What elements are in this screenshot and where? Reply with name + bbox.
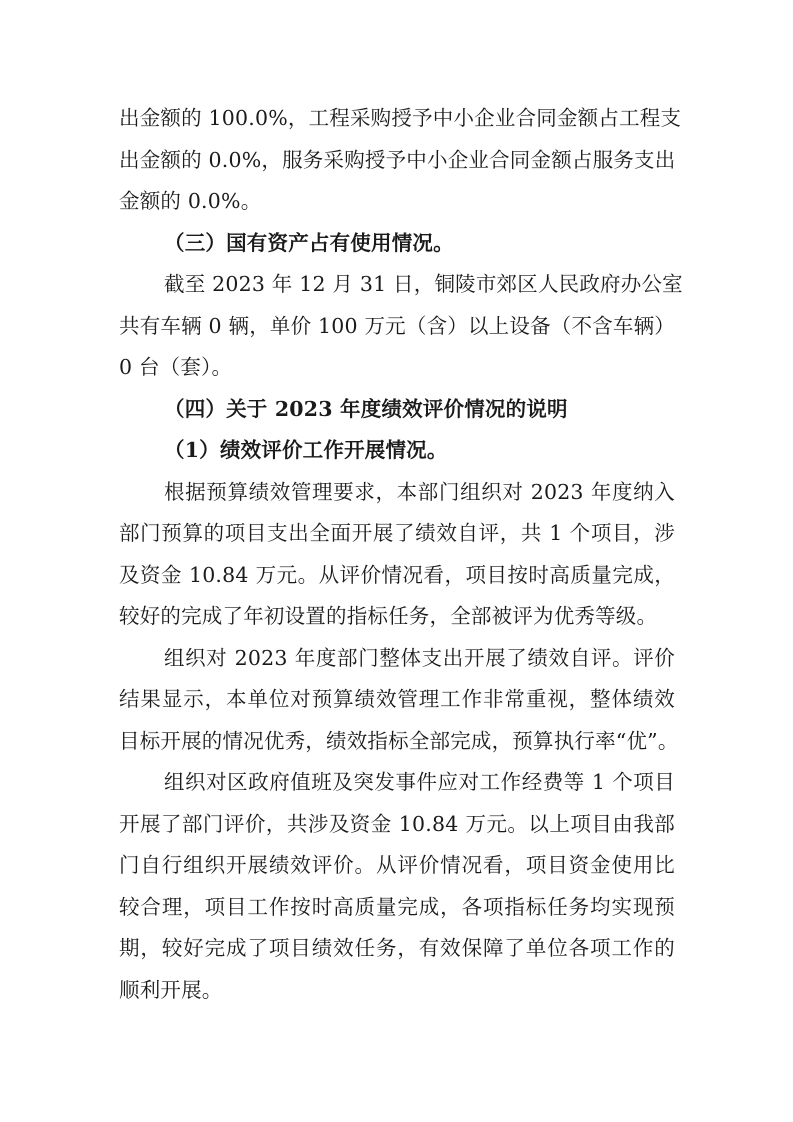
paragraph-line: 及资金 10.84 万元。从评价情况看，项目按时高质量完成， [119, 562, 675, 587]
paragraph-line: 部门预算的项目支出全面开展了绩效自评，共 1 个项目，涉 [119, 521, 675, 545]
paragraph-line: 出金额的 100.0%，工程采购授予中小企业合同金额占工程支 [119, 106, 682, 130]
paragraph-line: 结果显示，本单位对预算绩效管理工作非常重视，整体绩效 [119, 687, 675, 711]
paragraph-line: 共有车辆 0 辆，单价 100 万元（含）以上设备（不含车辆） [119, 313, 675, 338]
paragraph-line: 期，较好完成了项目绩效任务，有效保障了单位各项工作的 [119, 936, 675, 960]
paragraph-line: 金额的 0.0%。 [119, 189, 262, 213]
section-heading-performance: （四）关于 2023 年度绩效评价情况的说明 [164, 396, 568, 421]
paragraph-line: 0 台（套）。 [119, 355, 233, 379]
paragraph-line: 目标开展的情况优秀，绩效指标全部完成，预算执行率“优”。 [119, 728, 679, 753]
document-body [119, 98, 683, 1011]
paragraph-line: 出金额的 0.0%，服务采购授予中小企业合同金额占服务支出 [119, 147, 676, 172]
paragraph-line: 组织对 2023 年度部门整体支出开展了绩效自评。评价 [164, 645, 675, 670]
paragraph-line: 较合理，项目工作按时高质量完成，各项指标任务均实现预 [119, 894, 675, 919]
paragraph-line: 开展了部门评价，共涉及资金 10.84 万元。以上项目由我部 [119, 811, 675, 836]
section-heading-assets: （三）国有资产占有使用情况。 [164, 230, 454, 255]
paragraph-line: 门自行组织开展绩效评价。从评价情况看，项目资金使用比 [119, 853, 675, 877]
subsection-heading-evaluation: （1）绩效评价工作开展情况。 [164, 438, 448, 462]
paragraph-line: 较好的完成了年初设置的指标任务，全部被评为优秀等级。 [119, 604, 658, 628]
paragraph-line: 截至 2023 年 12 月 31 日，铜陵市郊区人民政府办公室 [164, 272, 683, 296]
paragraph-line: 根据预算绩效管理要求，本部门组织对 2023 年度纳入 [164, 479, 675, 504]
paragraph-line: 顺利开展。 [119, 977, 223, 1002]
paragraph-line: 组织对区政府值班及突发事件应对工作经费等 1 个项目 [164, 770, 675, 794]
